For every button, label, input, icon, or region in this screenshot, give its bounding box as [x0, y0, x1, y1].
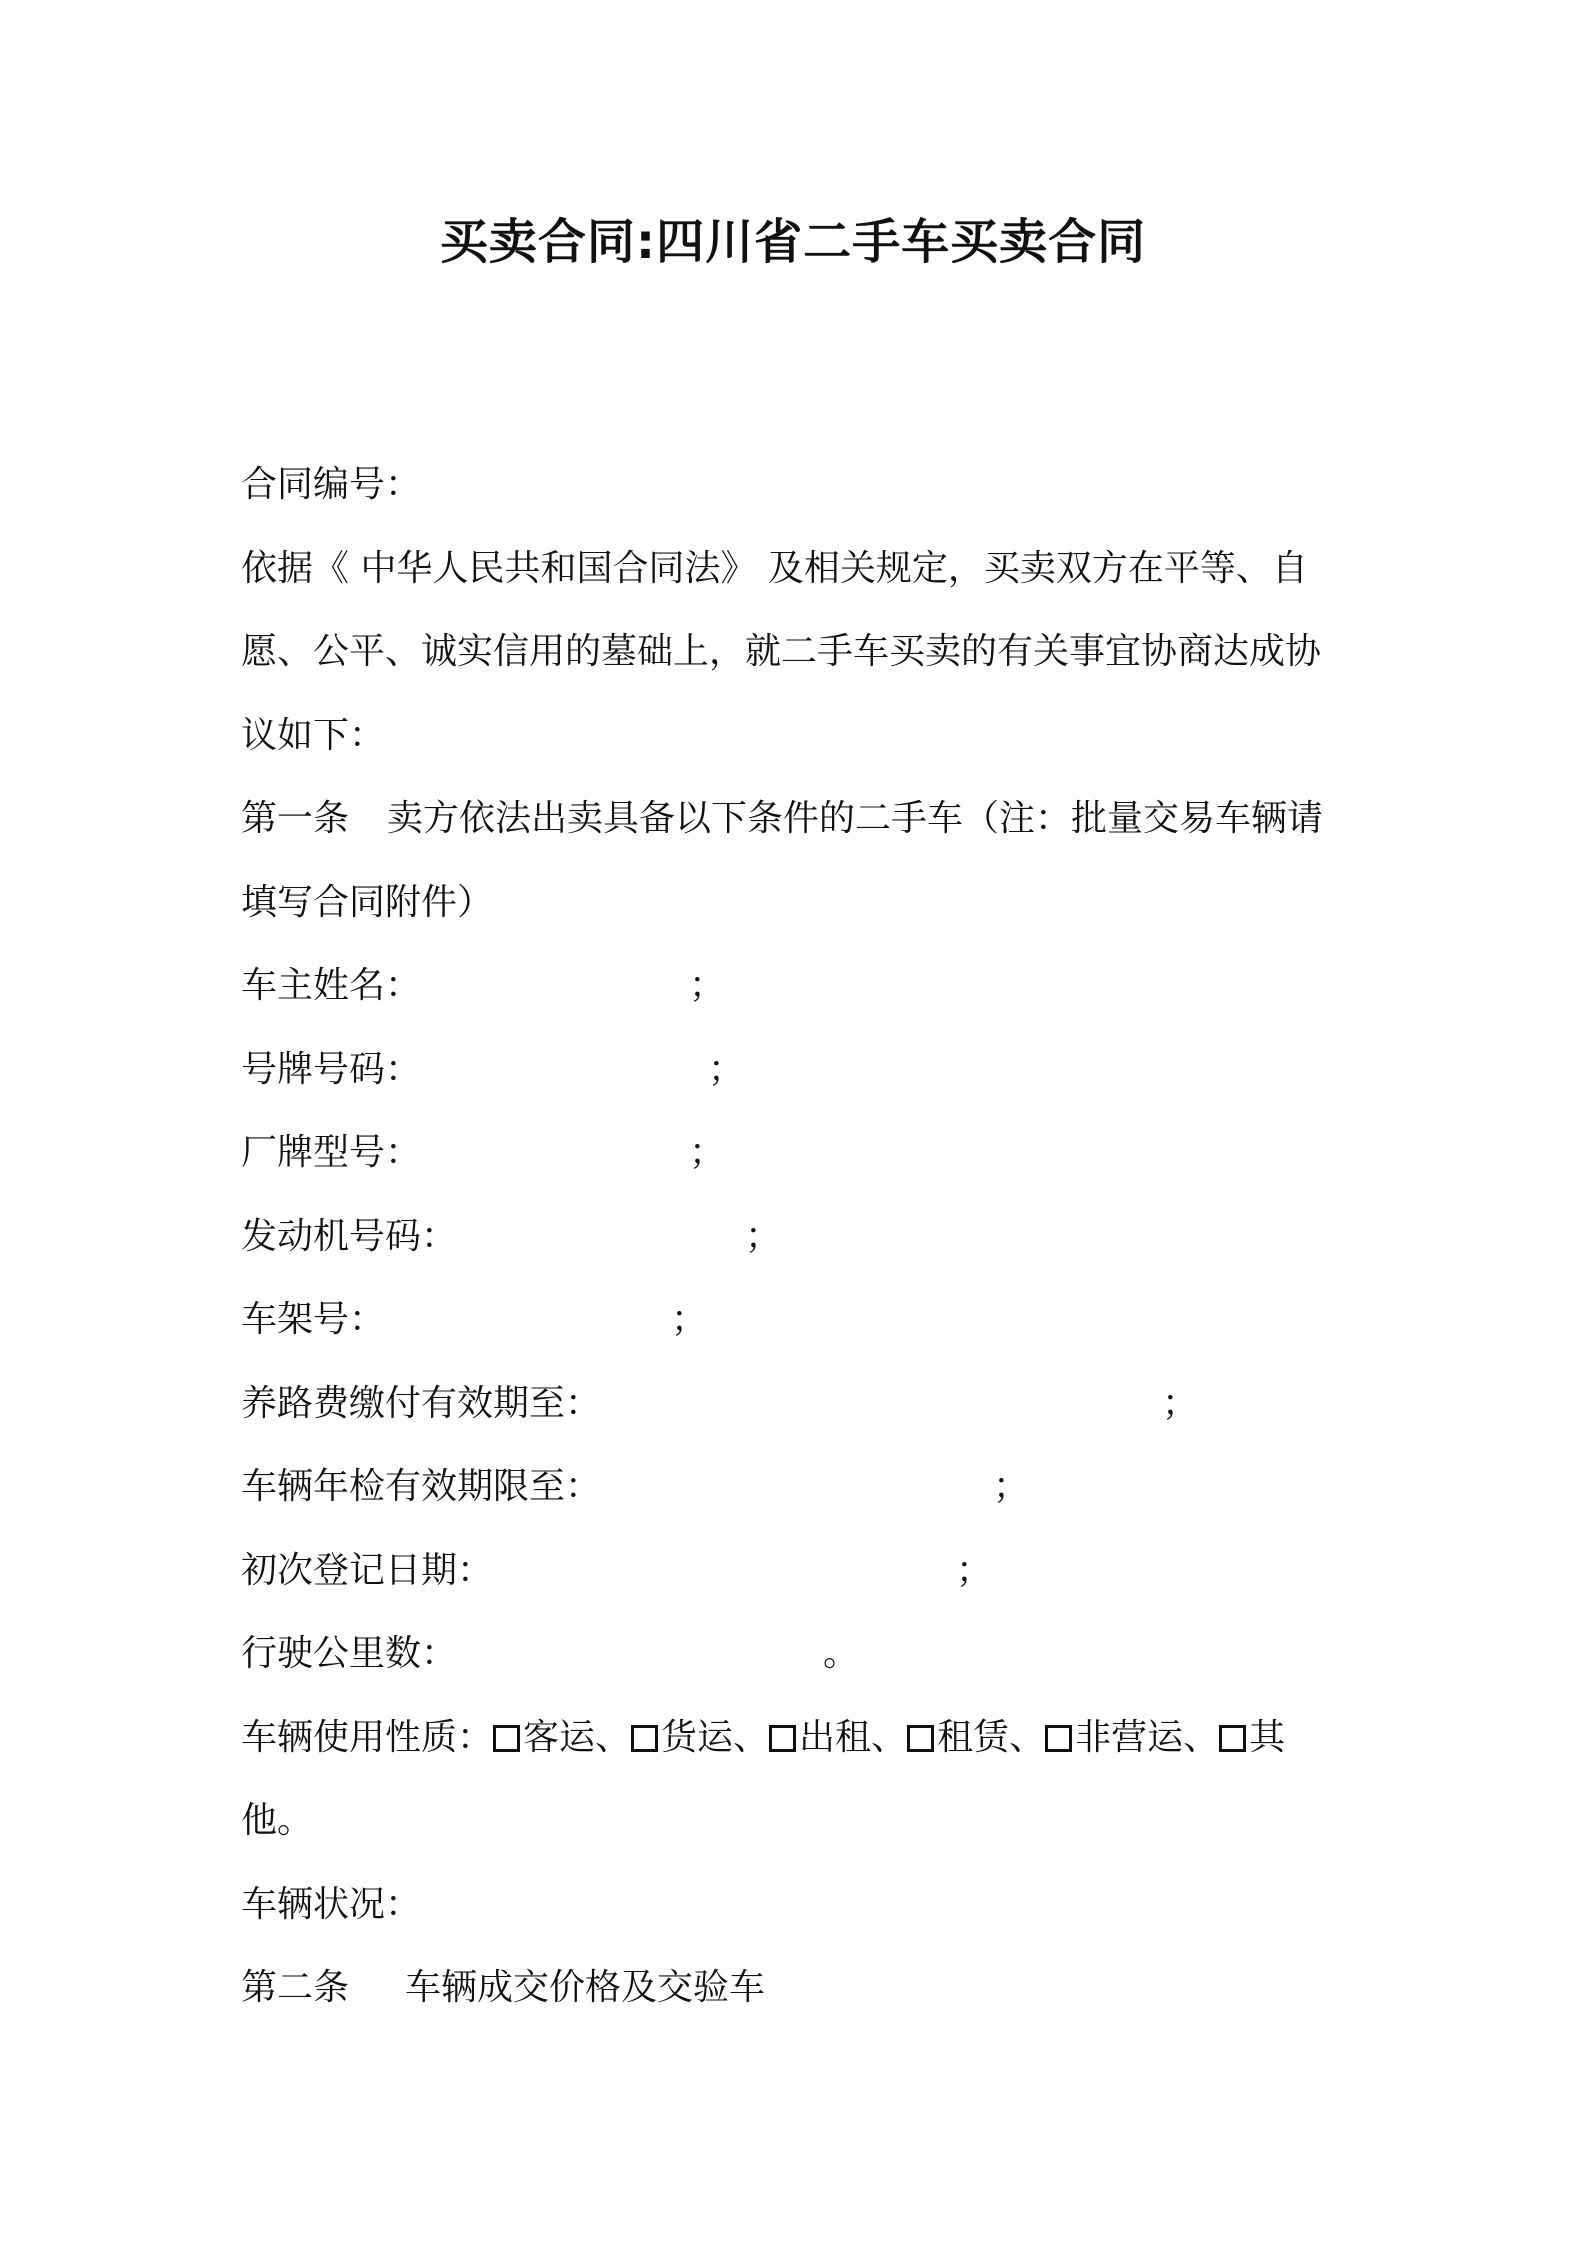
usage-option: 非营运、: [1075, 1716, 1220, 1758]
field-terminator: ；: [745, 1215, 782, 1257]
field-mileage: [241, 1612, 1361, 1696]
field-label: 厂牌型号：: [241, 1132, 422, 1173]
field-owner-name: [241, 944, 1361, 1028]
field-terminator: ；: [993, 1466, 1030, 1507]
field-terminator: ；: [708, 1048, 745, 1090]
preamble-text: 依据《 中华人民共和国合同法》 及相关规定，买卖双方在平等、自: [241, 547, 1308, 589]
usage-option: 货运、: [661, 1716, 770, 1758]
field-road-fee-valid: [241, 1362, 1361, 1446]
checkbox-icon[interactable]: [907, 1725, 934, 1752]
field-terminator: 。: [823, 1633, 860, 1674]
field-plate-number: [241, 1028, 1361, 1112]
contract-number-line: [241, 443, 1361, 527]
field-inspection-valid: [241, 1445, 1361, 1529]
usage-option: 租赁、: [937, 1716, 1046, 1758]
checkbox-icon[interactable]: [1045, 1725, 1072, 1752]
usage-option: 出租、: [799, 1716, 908, 1758]
field-engine-number: [241, 1195, 1361, 1279]
article-1-heading: 第一条: [241, 798, 350, 839]
article-1-line-1: [241, 777, 1361, 861]
article-2-text: 车辆成交价格及交验车: [405, 1967, 766, 2008]
article-1-text-cont: 填写合同附件）: [241, 881, 494, 923]
preamble-line-1: [241, 527, 1361, 611]
checkbox-icon[interactable]: [769, 1725, 796, 1752]
field-label: 车主姓名：: [241, 965, 422, 1006]
preamble-text: 愿、公平、诚实信用的墓础上，就二手车买卖的有关事宜协商达成协: [241, 631, 1322, 672]
field-brand-model: [241, 1111, 1361, 1195]
field-label: 号牌号码：: [241, 1048, 422, 1090]
checkbox-icon[interactable]: [493, 1725, 520, 1752]
document-title: 买卖合同:四川省二手车买卖合同: [439, 214, 1147, 270]
field-terminator: ；: [689, 1132, 726, 1173]
usage-continuation: 他。: [241, 1800, 314, 1841]
field-label: 车辆年检有效期限至：: [241, 1466, 602, 1507]
field-terminator: ；: [671, 1299, 708, 1340]
preamble-line-2: [241, 610, 1361, 694]
vehicle-usage-line: [241, 1696, 1361, 1780]
usage-option: 其: [1249, 1716, 1286, 1758]
field-label: 车架号：: [241, 1299, 386, 1340]
field-label: 养路费缴付有效期至：: [241, 1382, 602, 1424]
checkbox-icon[interactable]: [631, 1725, 658, 1752]
field-label: 发动机号码：: [241, 1215, 458, 1257]
preamble-text: 议如下：: [241, 714, 386, 756]
article-1-line-2: [241, 861, 1361, 945]
article-2-line: [241, 1946, 1361, 2030]
contract-body: [241, 443, 1361, 2030]
article-2-heading: 第二条: [241, 1967, 350, 2008]
contract-number-label: 合同编号：: [241, 464, 422, 505]
field-label: 行驶公里数：: [241, 1633, 458, 1674]
article-1-text: 卖方依法出卖具备以下条件的二手车（注：批量交易车辆请: [387, 798, 1324, 839]
field-terminator: ；: [956, 1549, 993, 1591]
field-terminator: ；: [689, 965, 726, 1006]
field-frame-number: [241, 1278, 1361, 1362]
checkbox-icon[interactable]: [1219, 1725, 1246, 1752]
vehicle-usage-line-2: [241, 1779, 1361, 1863]
vehicle-condition-line: [241, 1863, 1361, 1947]
field-first-registration: [241, 1529, 1361, 1613]
usage-label: 车辆使用性质：: [241, 1716, 494, 1758]
vehicle-condition-label: 车辆状况：: [241, 1883, 422, 1925]
field-label: 初次登记日期：: [241, 1549, 494, 1591]
usage-option: 客运、: [523, 1716, 632, 1758]
preamble-line-3: [241, 694, 1361, 778]
field-terminator: ；: [1162, 1382, 1199, 1424]
